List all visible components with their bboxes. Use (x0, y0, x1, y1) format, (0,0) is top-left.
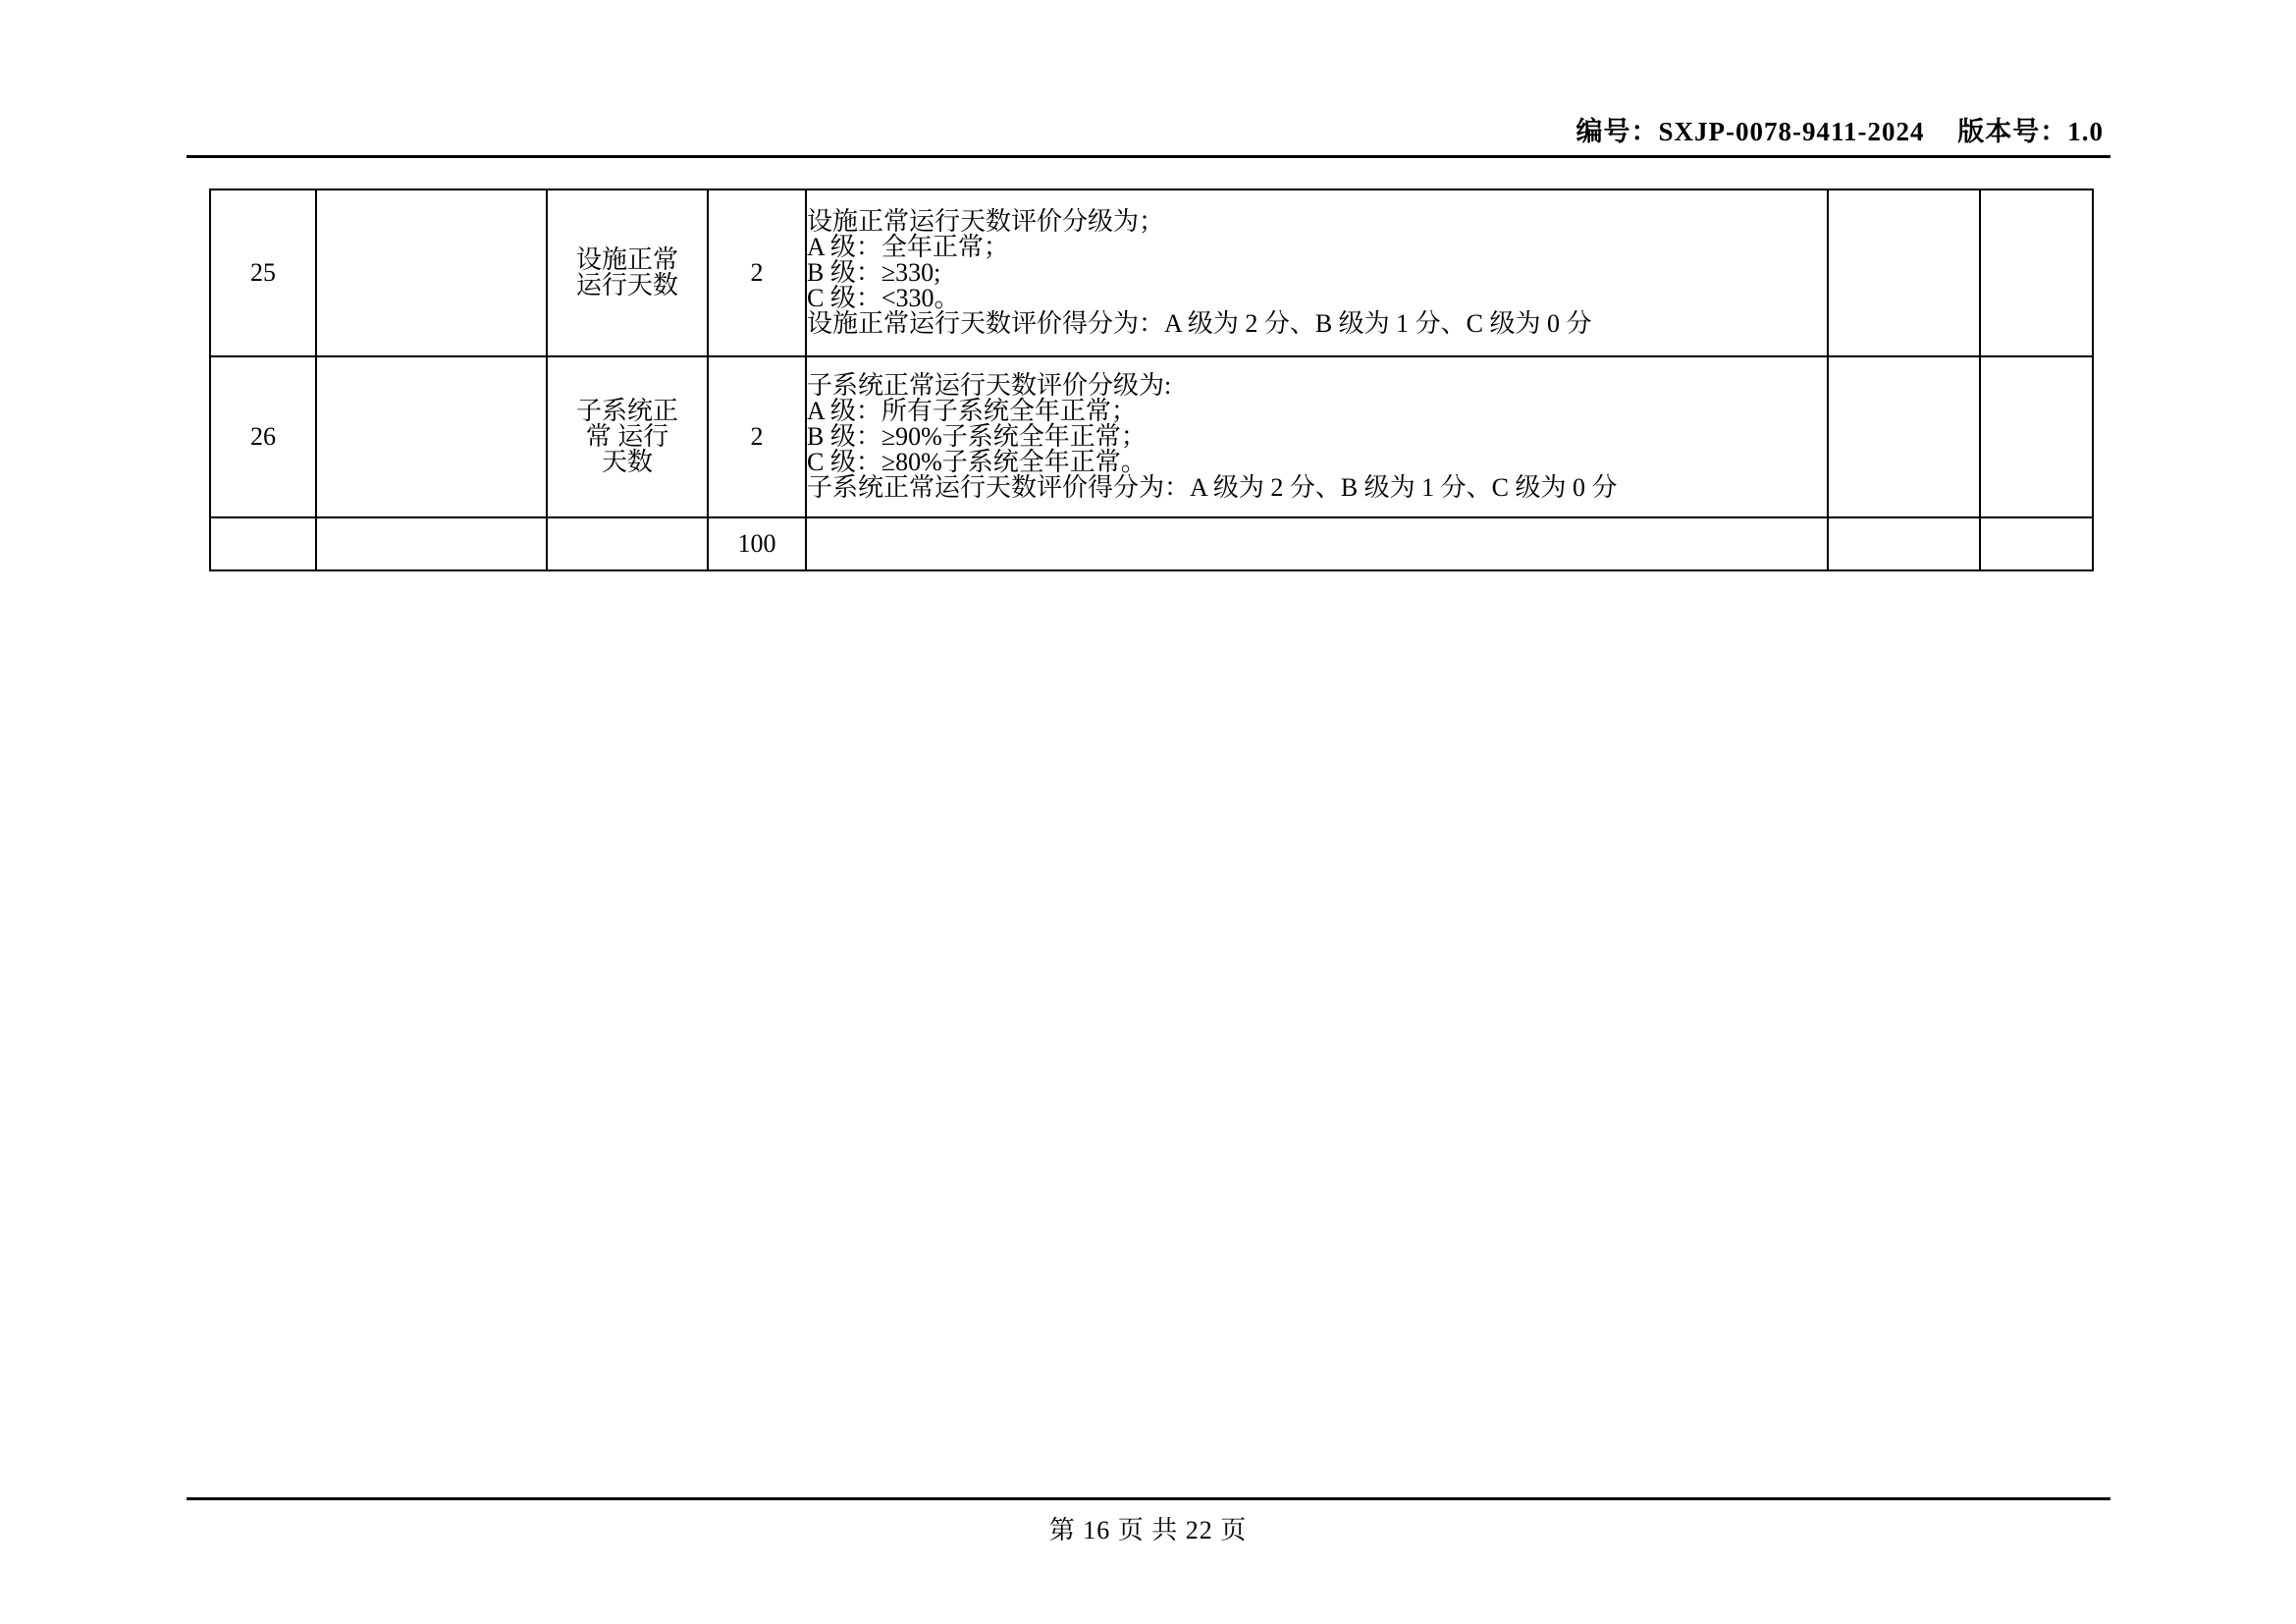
row-self-score (1828, 356, 1980, 517)
criteria-line: 子系统正常运行天数评价分级为: (807, 371, 1172, 400)
row-check-score (1980, 189, 2093, 356)
footer-divider (187, 1497, 2110, 1500)
row-item (547, 356, 708, 517)
criteria-line: 子系统正常运行天数评价得分为：A 级为 2 分、B 级为 1 分、C 级为 0 分 (807, 473, 1618, 502)
table-row (210, 356, 2093, 517)
table-row (210, 189, 2093, 356)
page-footer (0, 1510, 2296, 1546)
row-criteria (806, 356, 1828, 517)
row-self-score (1828, 189, 1980, 356)
row-number: 26 (210, 356, 316, 517)
total-score: 100 (708, 517, 806, 570)
criteria-line: A 级：所有子系统全年正常； (807, 397, 1137, 425)
table-row-total (210, 517, 2093, 570)
row-score: 2 (708, 356, 806, 517)
document-version: 版本号：1.0 (1957, 117, 2104, 146)
row-check-score (1980, 356, 2093, 517)
criteria-line: 设施正常运行天数评价得分为：A 级为 2 分、B 级为 1 分、C 级为 0 分 (807, 309, 1592, 338)
row-category (316, 189, 547, 356)
total-row-number (210, 517, 316, 570)
criteria-line: C 级：≥80%子系统全年正常。 (807, 448, 1147, 476)
row-item-line2: 运行天数 (575, 271, 678, 299)
row-item (547, 189, 708, 356)
document-number: 编号：SXJP-0078-9411-2024 (1575, 117, 1925, 146)
criteria-line: A 级：全年正常； (807, 233, 1009, 261)
row-item-line1: 设施正常 (575, 245, 678, 274)
criteria-line: B 级：≥330; (807, 258, 941, 287)
score-table (209, 189, 2094, 571)
score-table-wrapper (209, 189, 2092, 571)
total-item (547, 517, 708, 570)
criteria-line: C 级：<330。 (807, 284, 960, 312)
row-criteria (806, 189, 1828, 356)
criteria-line: B 级：≥90%子系统全年正常； (807, 422, 1147, 451)
row-item-line2: 常 运行 (585, 422, 669, 451)
row-category (316, 356, 547, 517)
row-item-line1: 子系统正 (575, 397, 678, 425)
row-number: 25 (210, 189, 316, 356)
total-self-score (1828, 517, 1980, 570)
total-check-score (1980, 517, 2093, 570)
total-category (316, 517, 547, 570)
row-item-line3: 天数 (601, 448, 653, 476)
page-header (192, 110, 2104, 148)
total-criteria (806, 517, 1828, 570)
page-number: 第 16 页 共 22 页 (1048, 1516, 1248, 1544)
row-score: 2 (708, 189, 806, 356)
criteria-line: 设施正常运行天数评价分级为； (807, 207, 1165, 236)
header-divider (187, 155, 2110, 158)
